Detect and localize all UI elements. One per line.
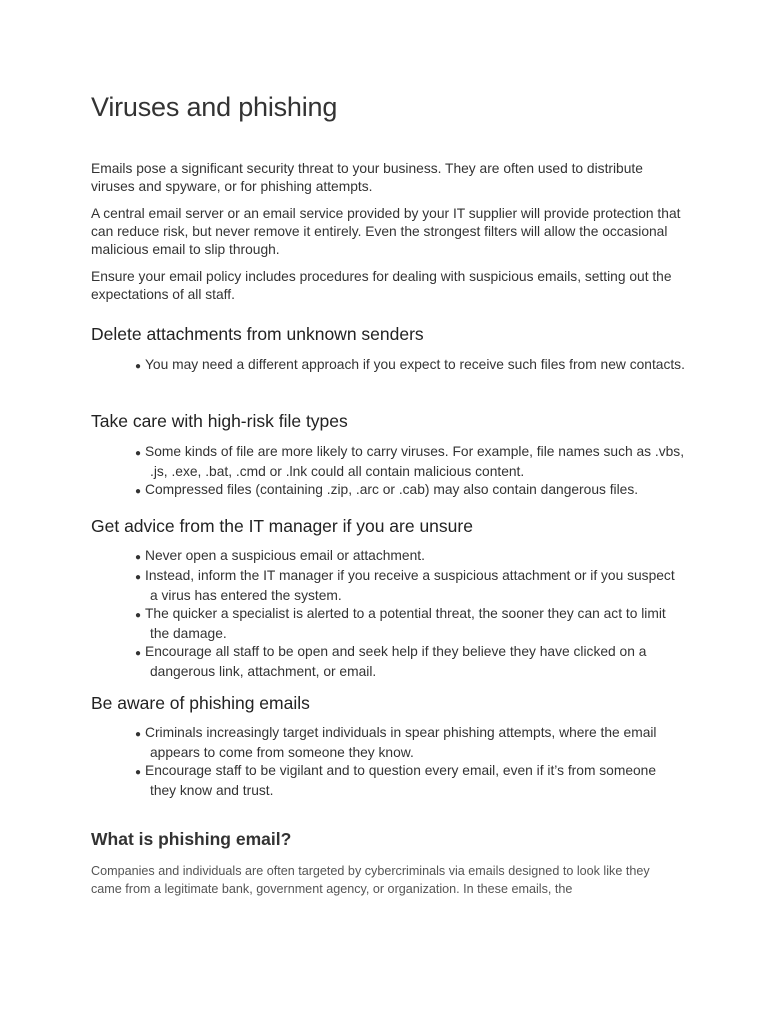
list-item <box>125 356 685 376</box>
list-item <box>125 762 685 800</box>
bullet-icon: ● <box>135 648 142 659</box>
section-heading-phishing-emails: Be aware of phishing emails <box>91 693 310 713</box>
phishing-definition-heading: What is phishing email? <box>91 829 292 849</box>
list-item-text: Instead, inform the IT manager if you receive a suspicious attachment or if you suspect a virus has entered the system. <box>145 568 675 603</box>
bullet-icon: ● <box>135 448 142 459</box>
list-item-text: Encourage staff to be vigilant and to question every email, even if it’s from someone they know and trust. <box>145 763 657 798</box>
section-heading-attachments: Delete attachments from unknown senders <box>91 324 424 344</box>
list-item <box>125 643 685 681</box>
bullet-list-attachments <box>125 356 685 376</box>
list-item-text: You may need a different approach if you expect to receive such files from new contacts. <box>145 357 685 372</box>
list-item-text: Never open a suspicious email or attachment. <box>145 548 425 563</box>
bullet-icon: ● <box>135 361 142 372</box>
list-item <box>125 443 685 481</box>
intro-paragraph-1: Emails pose a significant security threat to your business. They are often used to distribute viruses and spyware, or for phishing attempts. <box>91 161 643 194</box>
list-item <box>125 605 685 643</box>
bullet-icon: ● <box>135 552 142 563</box>
bullet-list-it-manager <box>125 547 685 681</box>
list-item-text: Some kinds of file are more likely to carry viruses. For example, file names such as .vbs, .js, .exe, .bat, .cmd or .lnk could all contain malicious content. <box>145 444 685 479</box>
list-item <box>125 547 685 567</box>
list-item <box>125 481 685 501</box>
phishing-definition-paragraph: Companies and individuals are often targeted by cybercriminals via emails designed to look like they came from a legitimate bank, government agency, or organization. In these emails, the <box>91 864 650 896</box>
section-heading-file-types: Take care with high-risk file types <box>91 411 348 431</box>
bullet-icon: ● <box>135 486 142 497</box>
list-item-text: The quicker a specialist is alerted to a potential threat, the sooner they can act to limit the damage. <box>145 606 666 641</box>
bullet-icon: ● <box>135 572 142 583</box>
bullet-icon: ● <box>135 729 142 740</box>
list-item <box>125 567 685 605</box>
list-item <box>125 724 685 762</box>
list-item-text: Compressed files (containing .zip, .arc or .cab) may also contain dangerous files. <box>145 482 639 497</box>
list-item-text: Encourage all staff to be open and seek help if they believe they have clicked on a dangerous link, attachment, or email. <box>145 644 647 679</box>
document-title: Viruses and phishing <box>91 92 338 122</box>
intro-paragraph-2: A central email server or an email service provided by your IT supplier will provide protection that can reduce risk, but never remove it entirely. Even the strongest filters will allow the occasional malicious email to slip through. <box>91 206 681 257</box>
list-item-text: Criminals increasingly target individuals in spear phishing attempts, where the email appears to come from someone they know. <box>145 725 657 760</box>
bullet-list-phishing-emails <box>125 724 685 800</box>
section-heading-it-manager: Get advice from the IT manager if you are unsure <box>91 516 473 536</box>
bullet-icon: ● <box>135 767 142 778</box>
bullet-icon: ● <box>135 610 142 621</box>
intro-paragraph-3: Ensure your email policy includes procedures for dealing with suspicious emails, setting out the expectations of all staff. <box>91 269 672 302</box>
bullet-list-file-types <box>125 443 685 501</box>
